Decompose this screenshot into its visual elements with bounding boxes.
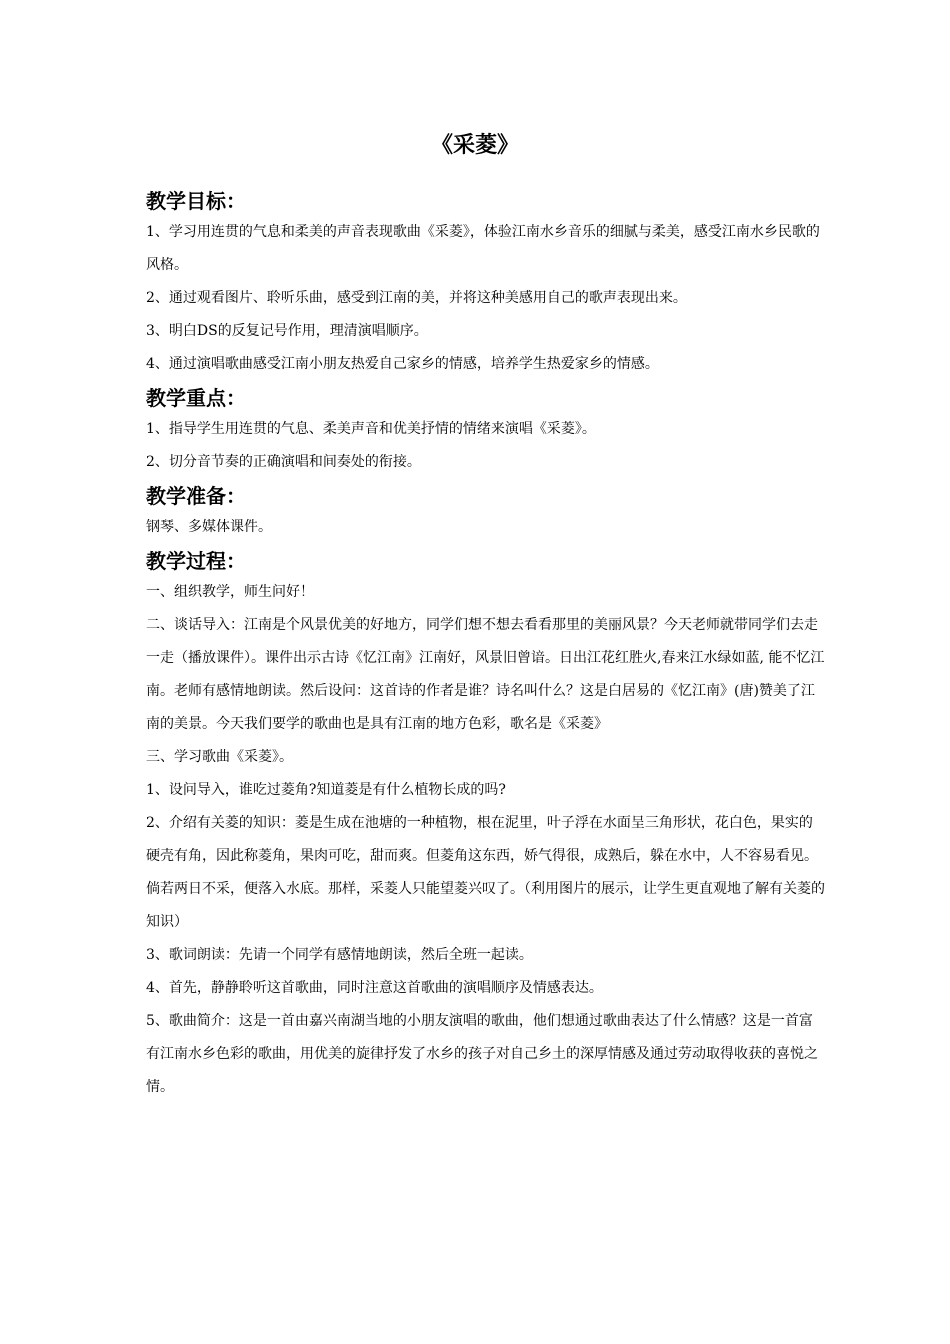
preparation-item: 钢琴、多媒体课件。 (146, 519, 272, 535)
key-point-item: 1、指导学生用连贯的气息、柔美声音和优美抒情的情绪来演唱《采菱》。 (146, 421, 596, 437)
objective-item: 4、通过演唱歌曲感受江南小朋友热爱自己家乡的情感，培养学生热爱家乡的情感。 (146, 356, 659, 372)
process-item: 5、歌曲简介：这是一首由嘉兴南湖当地的小朋友演唱的歌曲，他们想通过歌曲表达了什么情感？这是一首富有江南水乡色彩的歌曲，用优美的旋律抒发了水乡的孩子对自己乡土的深厚情感及通过劳动取得收获的喜悦之情。 (146, 1013, 818, 1095)
process-item: 一、组织教学，师生问好！ (146, 584, 314, 600)
objective-item: 3、明白DS的反复记号作用，理清演唱顺序。 (146, 323, 428, 339)
objectives-heading: 教学目标： (146, 189, 246, 213)
process-item: 2、介绍有关菱的知识：菱是生成在池塘的一种植物，根在泥里，叶子浮在水面呈三角形状，花白色，果实的硬壳有角，因此称菱角，果肉可吃，甜而爽。但菱角这东西，娇气得很，成熟后，躲在水中，人不容易看见。倘若两日不采，便落入水底。那样，采菱人只能望菱兴叹了。（利用图片的展示，让学生更直观地了解有关菱的知识） (146, 815, 825, 930)
key-points-heading: 教学重点： (146, 386, 246, 410)
process-item: 1、设问导入，谁吃过菱角?知道菱是有什么植物长成的吗? (146, 782, 506, 798)
document-title: 《采菱》 (430, 133, 519, 158)
process-item: 三、学习歌曲《采菱》。 (146, 749, 293, 765)
objective-item: 2、通过观看图片、聆听乐曲，感受到江南的美，并将这种美感用自己的歌声表现出来。 (146, 290, 687, 306)
key-point-item: 2、切分音节奏的正确演唱和间奏处的衔接。 (146, 454, 421, 470)
objective-item: 1、学习用连贯的气息和柔美的声音表现歌曲《采菱》，体验江南水乡音乐的细腻与柔美，感受江南水乡民歌的风格。 (146, 224, 820, 273)
process-item: 3、歌词朗读：先请一个同学有感情地朗读，然后全班一起读。 (146, 947, 533, 963)
document-body (146, 184, 826, 1104)
preparation-heading: 教学准备： (146, 484, 246, 508)
process-item: 二、谈话导入：江南是个风景优美的好地方，同学们想不想去看看那里的美丽风景？今天老师就带同学们去走一走（播放课件）。课件出示古诗《忆江南》江南好，风景旧曾谙。日出江花红胜火,春来江水绿如蓝, 能不忆江南。老师有感情地朗读。然后设问：这首诗的作者是谁？诗名叫什么？这是白居易的《忆江南》(唐)赞美了江南的美景。今天我们要学的歌曲也是具有江南的地方色彩，歌名是《采菱》 (146, 617, 825, 732)
process-heading: 教学过程： (146, 549, 246, 573)
process-item: 4、首先，静静聆听这首歌曲，同时注意这首歌曲的演唱顺序及情感表达。 (146, 980, 603, 996)
